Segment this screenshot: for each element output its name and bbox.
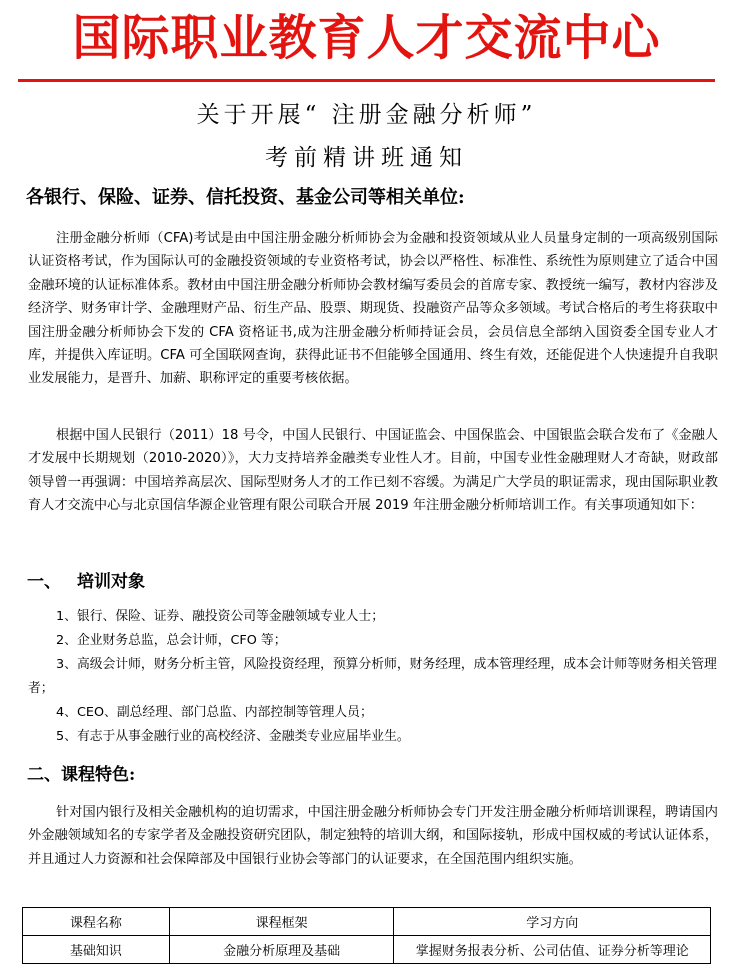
course-table	[22, 907, 711, 964]
intro-paragraph-cfa: 注册金融分析师（CFA)考试是由中国注册金融分析师协会为金融和投资领域从业人员量身定制的一项高级别国际认证资格考试，作为国际认可的金融投资领域的专业资格考试，协会以严格性、标准性、系统性为原则建立了适合中国金融环境的认证标准体系。教材由中国注册金融分析师协会教材编写委员会的首席专家、教授统一编写，教材内容涉及经济学、财务审计学、金融理财产品、衍生产品、股票、期现货、投融资产品等众多领域。考试合格后的考生将获取中国注册金融分析师协会下发的 CFA 资格证书,成为注册金融分析师持证会员，会员信息全部纳入国资委全国专业人才库，并提供入库证明。CFA 可全国联网查询，获得此证书不但能够全国通用、终生有效，还能促进个人快速提升自我职业发展能力，是晋升、加薪、职称评定的重要考核依据。	[28, 231, 718, 387]
section1-title: 培训对象	[77, 572, 145, 592]
table-cell: 金融分析原理及基础	[169, 936, 394, 964]
table-header-cell: 课程框架	[169, 908, 394, 936]
target-audience-list	[28, 605, 718, 749]
table-header-row	[23, 908, 711, 936]
red-divider	[18, 79, 715, 82]
notice-title-line2: 考前精讲班通知	[265, 145, 468, 171]
table-header-cell: 学习方向	[394, 908, 711, 936]
section2-heading: 二、课程特色:	[27, 765, 136, 785]
list-item: 4、CEO、副总经理、部门总监、内部控制等管理人员；	[56, 705, 373, 720]
table-row	[23, 936, 711, 964]
table-cell: 掌握财务报表分析、公司估值、证券分析等理论	[394, 936, 711, 964]
section1-number: 一、	[27, 572, 61, 592]
section1-heading	[27, 570, 145, 594]
table-cell: 基础知识	[23, 936, 170, 964]
addressee: 各银行、保险、证券、信托投资、基金公司等相关单位:	[26, 187, 465, 208]
intro-paragraph-policy: 根据中国人民银行（2011）18 号令，中国人民银行、中国证监会、中国保监会、中国银监会联合发布了《金融人才发展中长期规划（2010-2020）》，大力支持培养金融类专业性人才。目前，中国专业性金融理财人才奇缺，财政部领导曾一再强调：中国培养高层次、国际型财务人才的工作已刻不容缓。为满足广大学员的职证需求，现由国际职业教育人才交流中心与北京国信华源企业管理有限公司联合开展 2019 年注册金融分析师培训工作。有关事项通知如下：	[28, 428, 718, 514]
section2-paragraph: 针对国内银行及相关金融机构的迫切需求，中国注册金融分析师协会专门开发注册金融分析师培训课程，聘请国内外金融领域知名的专家学者及金融投资研究团队，制定独特的培训大纲，和国际接轨，形成中国权威的考试认证体系，并且通过人力资源和社会保障部及中国银行业协会等部门的认证要求，在全国范围内组织实施。	[28, 805, 718, 867]
list-item: 5、有志于从事金融行业的高校经济、金融类专业应届毕业生。	[56, 729, 410, 744]
table-header-cell: 课程名称	[23, 908, 170, 936]
list-item: 1、银行、保险、证券、融投资公司等金融领域专业人士；	[56, 609, 385, 624]
notice-title-line1: 关于开展“ 注册金融分析师”	[196, 102, 537, 128]
list-item: 2、企业财务总监，总会计师，CFO 等；	[56, 633, 287, 648]
organization-title: 国际职业教育人才交流中心	[72, 10, 661, 66]
list-item: 3、高级会计师，财务分析主管，风险投资经理，预算分析师，财务经理，成本管理经理，成本会计师等财务相关管理者；	[28, 657, 717, 696]
